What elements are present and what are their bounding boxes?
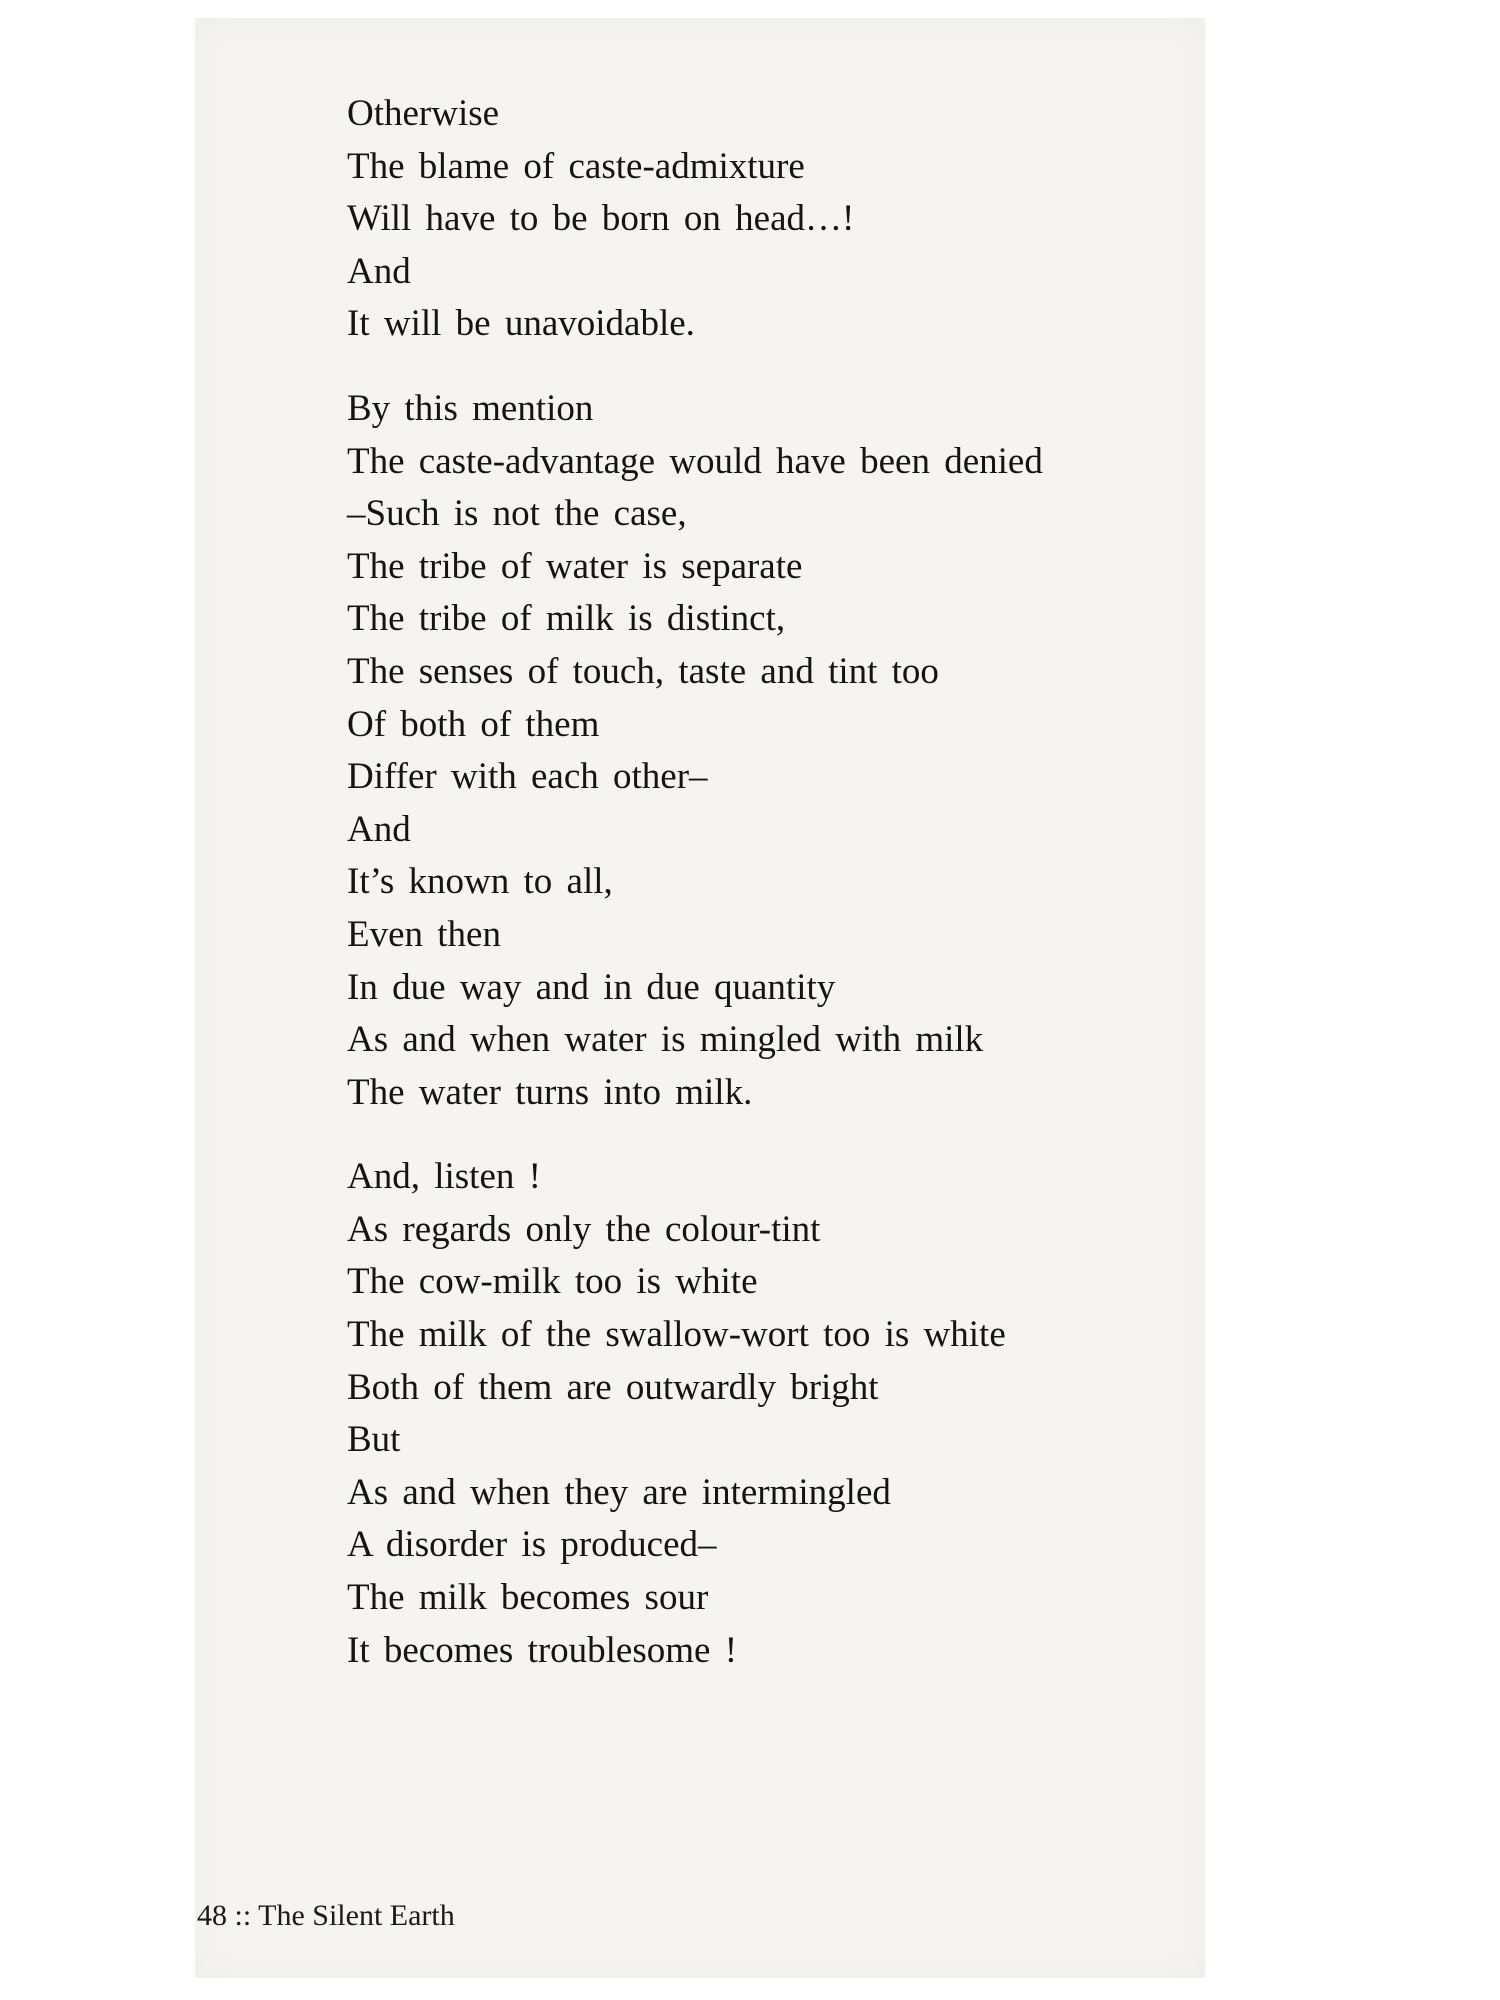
- poem-line: As and when they are intermingled: [347, 1471, 891, 1513]
- poem-line: A disorder is produced–: [347, 1524, 717, 1566]
- book-title: The Silent Earth: [258, 1899, 455, 1932]
- poem-line: The tribe of milk is distinct,: [347, 598, 786, 640]
- poem-line: And: [347, 808, 411, 850]
- page-footer: [197, 1899, 455, 1933]
- poem-line: The milk becomes sour: [347, 1577, 709, 1619]
- poem-line: The milk of the swallow-wort too is white: [347, 1314, 1006, 1356]
- stanza-break: [347, 1119, 1043, 1151]
- poem-line: Differ with each other–: [347, 756, 708, 798]
- poem-line: The tribe of water is separate: [347, 545, 803, 587]
- poem-line: As and when water is mingled with milk: [347, 1019, 984, 1061]
- poem-line: –Such is not the case,: [347, 493, 687, 535]
- poem-line: The senses of touch, taste and tint too: [347, 650, 939, 692]
- poem-line: It will be unavoidable.: [347, 303, 695, 345]
- poem-line: By this mention: [347, 387, 594, 429]
- poem-line: Of both of them: [347, 703, 600, 745]
- poem-line: The caste-advantage would have been denied: [347, 440, 1043, 482]
- poem-line: In due way and in due quantity: [347, 966, 836, 1008]
- poem-line: As regards only the colour-tint: [347, 1208, 821, 1250]
- poem-body: [347, 88, 1043, 1677]
- poem-line: But: [347, 1419, 401, 1461]
- poem-line: It’s known to all,: [347, 861, 613, 903]
- poem-line: Will have to be born on head…!: [347, 198, 855, 240]
- poem-line: And, listen !: [347, 1156, 541, 1198]
- poem-line: Even then: [347, 913, 501, 955]
- poem-line: The water turns into milk.: [347, 1071, 753, 1113]
- stanza-break: [347, 351, 1043, 383]
- poem-line: It becomes troublesome !: [347, 1629, 738, 1671]
- poem-line: The blame of caste-admixture: [347, 145, 805, 187]
- poem-line: Both of them are outwardly bright: [347, 1366, 879, 1408]
- poem-line: The cow-milk too is white: [347, 1261, 758, 1303]
- page-number: 48: [197, 1899, 227, 1932]
- poem-line: Otherwise: [347, 93, 500, 134]
- poem-line: And: [347, 250, 411, 292]
- footer-separator: ::: [234, 1899, 252, 1932]
